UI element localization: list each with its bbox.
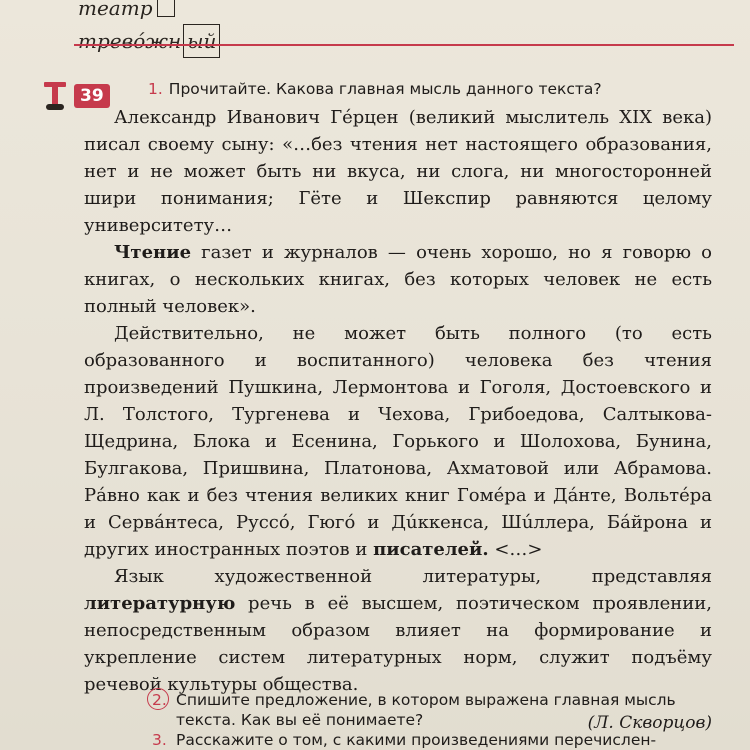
task-3-number: 3.: [152, 731, 167, 749]
task-2-text: Спишите предложение, в котором выражена главная мысль текста. Как вы её понимаете?: [176, 691, 676, 729]
paragraph-3: [84, 320, 712, 563]
word-2-ending-frame: ый: [183, 24, 220, 58]
task-1: [148, 80, 602, 98]
author-attribution: (Л. Скворцов): [587, 713, 712, 733]
paragraph-4: [84, 563, 712, 698]
handwritten-circle: [147, 688, 169, 710]
paragraph-2: [84, 239, 712, 320]
header-words: [78, 0, 220, 58]
word-1: театр: [78, 0, 153, 20]
text-marker-icon: [44, 80, 66, 112]
task-2: [152, 690, 712, 730]
paragraph-1: Александр Иванович Гéрцен (великий мыслитель XIX века) писал своему сыну: «…без чтения нет настоящего образования, нет и не может быть ни вкуса, ни слога, ни многосторонней шири понимания; Гёте и Шекспир равняются целому университету…: [84, 107, 712, 236]
exercise-number: 39: [74, 84, 110, 108]
task-1-text: Прочитайте. Какова главная мысль данного текста?: [168, 80, 602, 98]
bold-word-literary: литературную: [84, 593, 236, 614]
task-3: [152, 730, 712, 750]
task-2-number: 2.: [152, 690, 176, 730]
word-row-1: [78, 0, 220, 24]
section-divider: [74, 44, 734, 46]
letter-box: [157, 0, 175, 17]
paragraph-3-start: Действительно, не может быть полного (то есть образованного и воспитанного) человека без чтения произведений Пушкина, Лермонтова и Гоголя, Достоевского и Л. Толстого, Тургенева и Чехова, Грибоедова, Салтыкова-Щедрина, Блока и Есенина, Горького и Шолохова, Бунина, Булгакова, Пришвина, Платонова, Ахматовой или Абрамова. Рáвно как и без чтения великих книг Гомéра и Дáнте, Вольтéра и Сервáнтеса, Руссó, Гюгó и Дúккенса, Шúллера, Бáйрона и других иностранных поэтов и: [84, 323, 712, 560]
task-1-number: 1.: [148, 80, 163, 98]
word-row-2: [78, 24, 220, 58]
task-list: [152, 690, 712, 750]
paragraph-4-start: Язык художественной литературы, представляя: [114, 566, 712, 587]
bold-word-writers: писателей.: [373, 539, 489, 560]
paragraph-4-end: речь в её высшем, поэтическом проявлении, непосредственным образом влияет на формирование и укрепление систем литературных норм, служит подъёму речевой культуры общества.: [84, 593, 712, 695]
word-2-start: тревóжн: [78, 29, 182, 53]
reading-text: [84, 104, 712, 737]
bold-word-reading: Чтение: [114, 242, 192, 263]
paragraph-2-rest: газет и журналов — очень хорошо, но я говорю о книгах, о нескольких книгах, без которых человек не есть полный человек».: [84, 242, 712, 317]
task-3-text: Расскажите о том, с какими произведениями перечислен-: [176, 731, 657, 749]
paragraph-3-end: <…>: [488, 539, 543, 560]
